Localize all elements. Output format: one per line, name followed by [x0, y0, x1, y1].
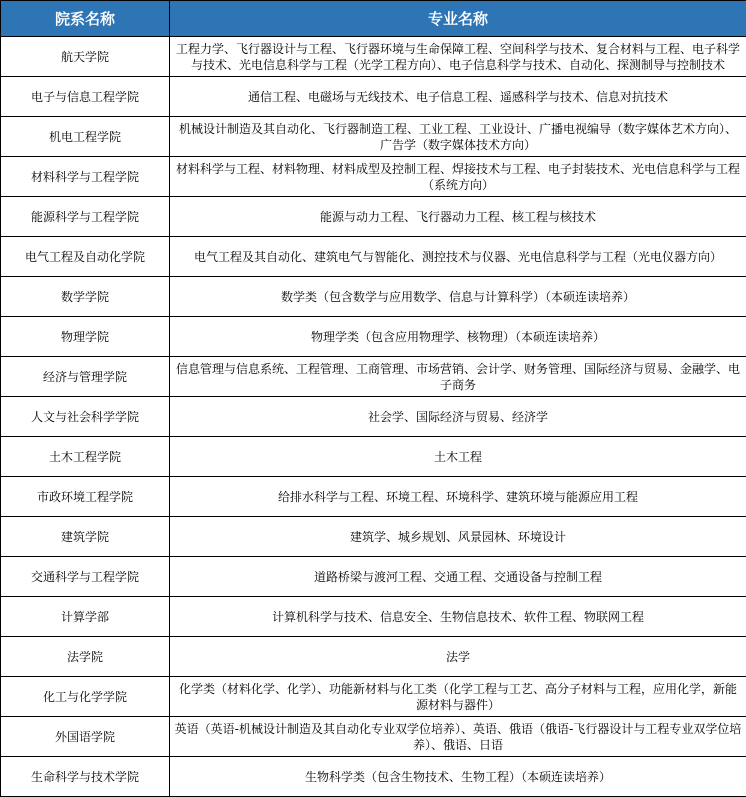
majors-cell: 给排水科学与工程、环境工程、环境科学、建筑环境与能源应用工程: [170, 477, 746, 517]
table-row: [1, 597, 746, 637]
department-cell: 能源科学与工程学院: [1, 197, 170, 237]
table-row: [1, 437, 746, 477]
department-cell: 生命科学与技术学院: [1, 757, 170, 797]
majors-cell: 能源与动力工程、飞行器动力工程、核工程与核技术: [170, 197, 746, 237]
table-row: [1, 277, 746, 317]
department-cell: 法学院: [1, 637, 170, 677]
majors-cell: 法学: [170, 637, 746, 677]
table-row: [1, 517, 746, 557]
department-cell: 建筑学院: [1, 517, 170, 557]
table-row: [1, 117, 746, 157]
majors-cell: 信息管理与信息系统、工程管理、工商管理、市场营销、会计学、财务管理、国际经济与贸易、金融学、电子商务: [170, 357, 746, 397]
majors-cell: 建筑学、城乡规划、风景园林、环境设计: [170, 517, 746, 557]
table-row: [1, 357, 746, 397]
majors-cell: 物理学类（包含应用物理学、核物理）（本硕连读培养）: [170, 317, 746, 357]
majors-cell: 工程力学、飞行器设计与工程、飞行器环境与生命保障工程、空间科学与技术、复合材料与工程、电子科学与技术、光电信息科学与工程（光学工程方向）、电子信息科学与技术、自动化、探测制导与控制技术: [170, 37, 746, 77]
department-cell: 化工与化学学院: [1, 677, 170, 717]
majors-cell: 社会学、国际经济与贸易、经济学: [170, 397, 746, 437]
majors-cell: 通信工程、电磁场与无线技术、电子信息工程、遥感科学与技术、信息对抗技术: [170, 77, 746, 117]
table-row: [1, 237, 746, 277]
table-row: [1, 637, 746, 677]
table-row: [1, 37, 746, 77]
department-cell: 机电工程学院: [1, 117, 170, 157]
department-cell: 数学学院: [1, 277, 170, 317]
table-row: [1, 317, 746, 357]
majors-cell: 化学类（材料化学、化学）、功能新材料与化工类（化学工程与工艺、高分子材料与工程，应用化学，新能源材料与器件）: [170, 677, 746, 717]
header-department: 院系名称: [1, 1, 170, 37]
department-cell: 市政环境工程学院: [1, 477, 170, 517]
header-majors: 专业名称: [170, 1, 746, 37]
table-row: [1, 77, 746, 117]
department-cell: 土木工程学院: [1, 437, 170, 477]
table-row: [1, 757, 746, 797]
majors-cell: 道路桥梁与渡河工程、交通工程、交通设备与控制工程: [170, 557, 746, 597]
department-cell: 外国语学院: [1, 717, 170, 757]
table-row: [1, 717, 746, 757]
department-cell: 经济与管理学院: [1, 357, 170, 397]
department-cell: 电气工程及自动化学院: [1, 237, 170, 277]
department-cell: 航天学院: [1, 37, 170, 77]
majors-cell: 计算机科学与技术、信息安全、生物信息技术、软件工程、物联网工程: [170, 597, 746, 637]
department-cell: 人文与社会科学学院: [1, 397, 170, 437]
majors-cell: 机械设计制造及其自动化、飞行器制造工程、工业工程、工业设计、广播电视编导（数字媒体艺术方向）、广告学（数字媒体技术方向）: [170, 117, 746, 157]
table-row: [1, 677, 746, 717]
department-cell: 计算学部: [1, 597, 170, 637]
majors-cell: 土木工程: [170, 437, 746, 477]
table-row: [1, 197, 746, 237]
table-row: [1, 157, 746, 197]
table-row: [1, 477, 746, 517]
header-row: [1, 1, 746, 37]
majors-cell: 数学类（包含数学与应用数学、信息与计算科学）（本硕连读培养）: [170, 277, 746, 317]
table-row: [1, 397, 746, 437]
table-row: [1, 557, 746, 597]
majors-cell: 英语（英语-机械设计制造及其自动化专业双学位培养）、英语、俄语（俄语-飞行器设计与工程专业双学位培养）、俄语、日语: [170, 717, 746, 757]
majors-cell: 电气工程及其自动化、建筑电气与智能化、测控技术与仪器、光电信息科学与工程（光电仪器方向）: [170, 237, 746, 277]
majors-cell: 材料科学与工程、材料物理、材料成型及控制工程、焊接技术与工程、电子封装技术、光电信息科学与工程（系统方向）: [170, 157, 746, 197]
department-cell: 物理学院: [1, 317, 170, 357]
majors-cell: 生物科学类（包含生物技术、生物工程）（本硕连读培养）: [170, 757, 746, 797]
department-cell: 交通科学与工程学院: [1, 557, 170, 597]
department-cell: 材料科学与工程学院: [1, 157, 170, 197]
department-cell: 电子与信息工程学院: [1, 77, 170, 117]
